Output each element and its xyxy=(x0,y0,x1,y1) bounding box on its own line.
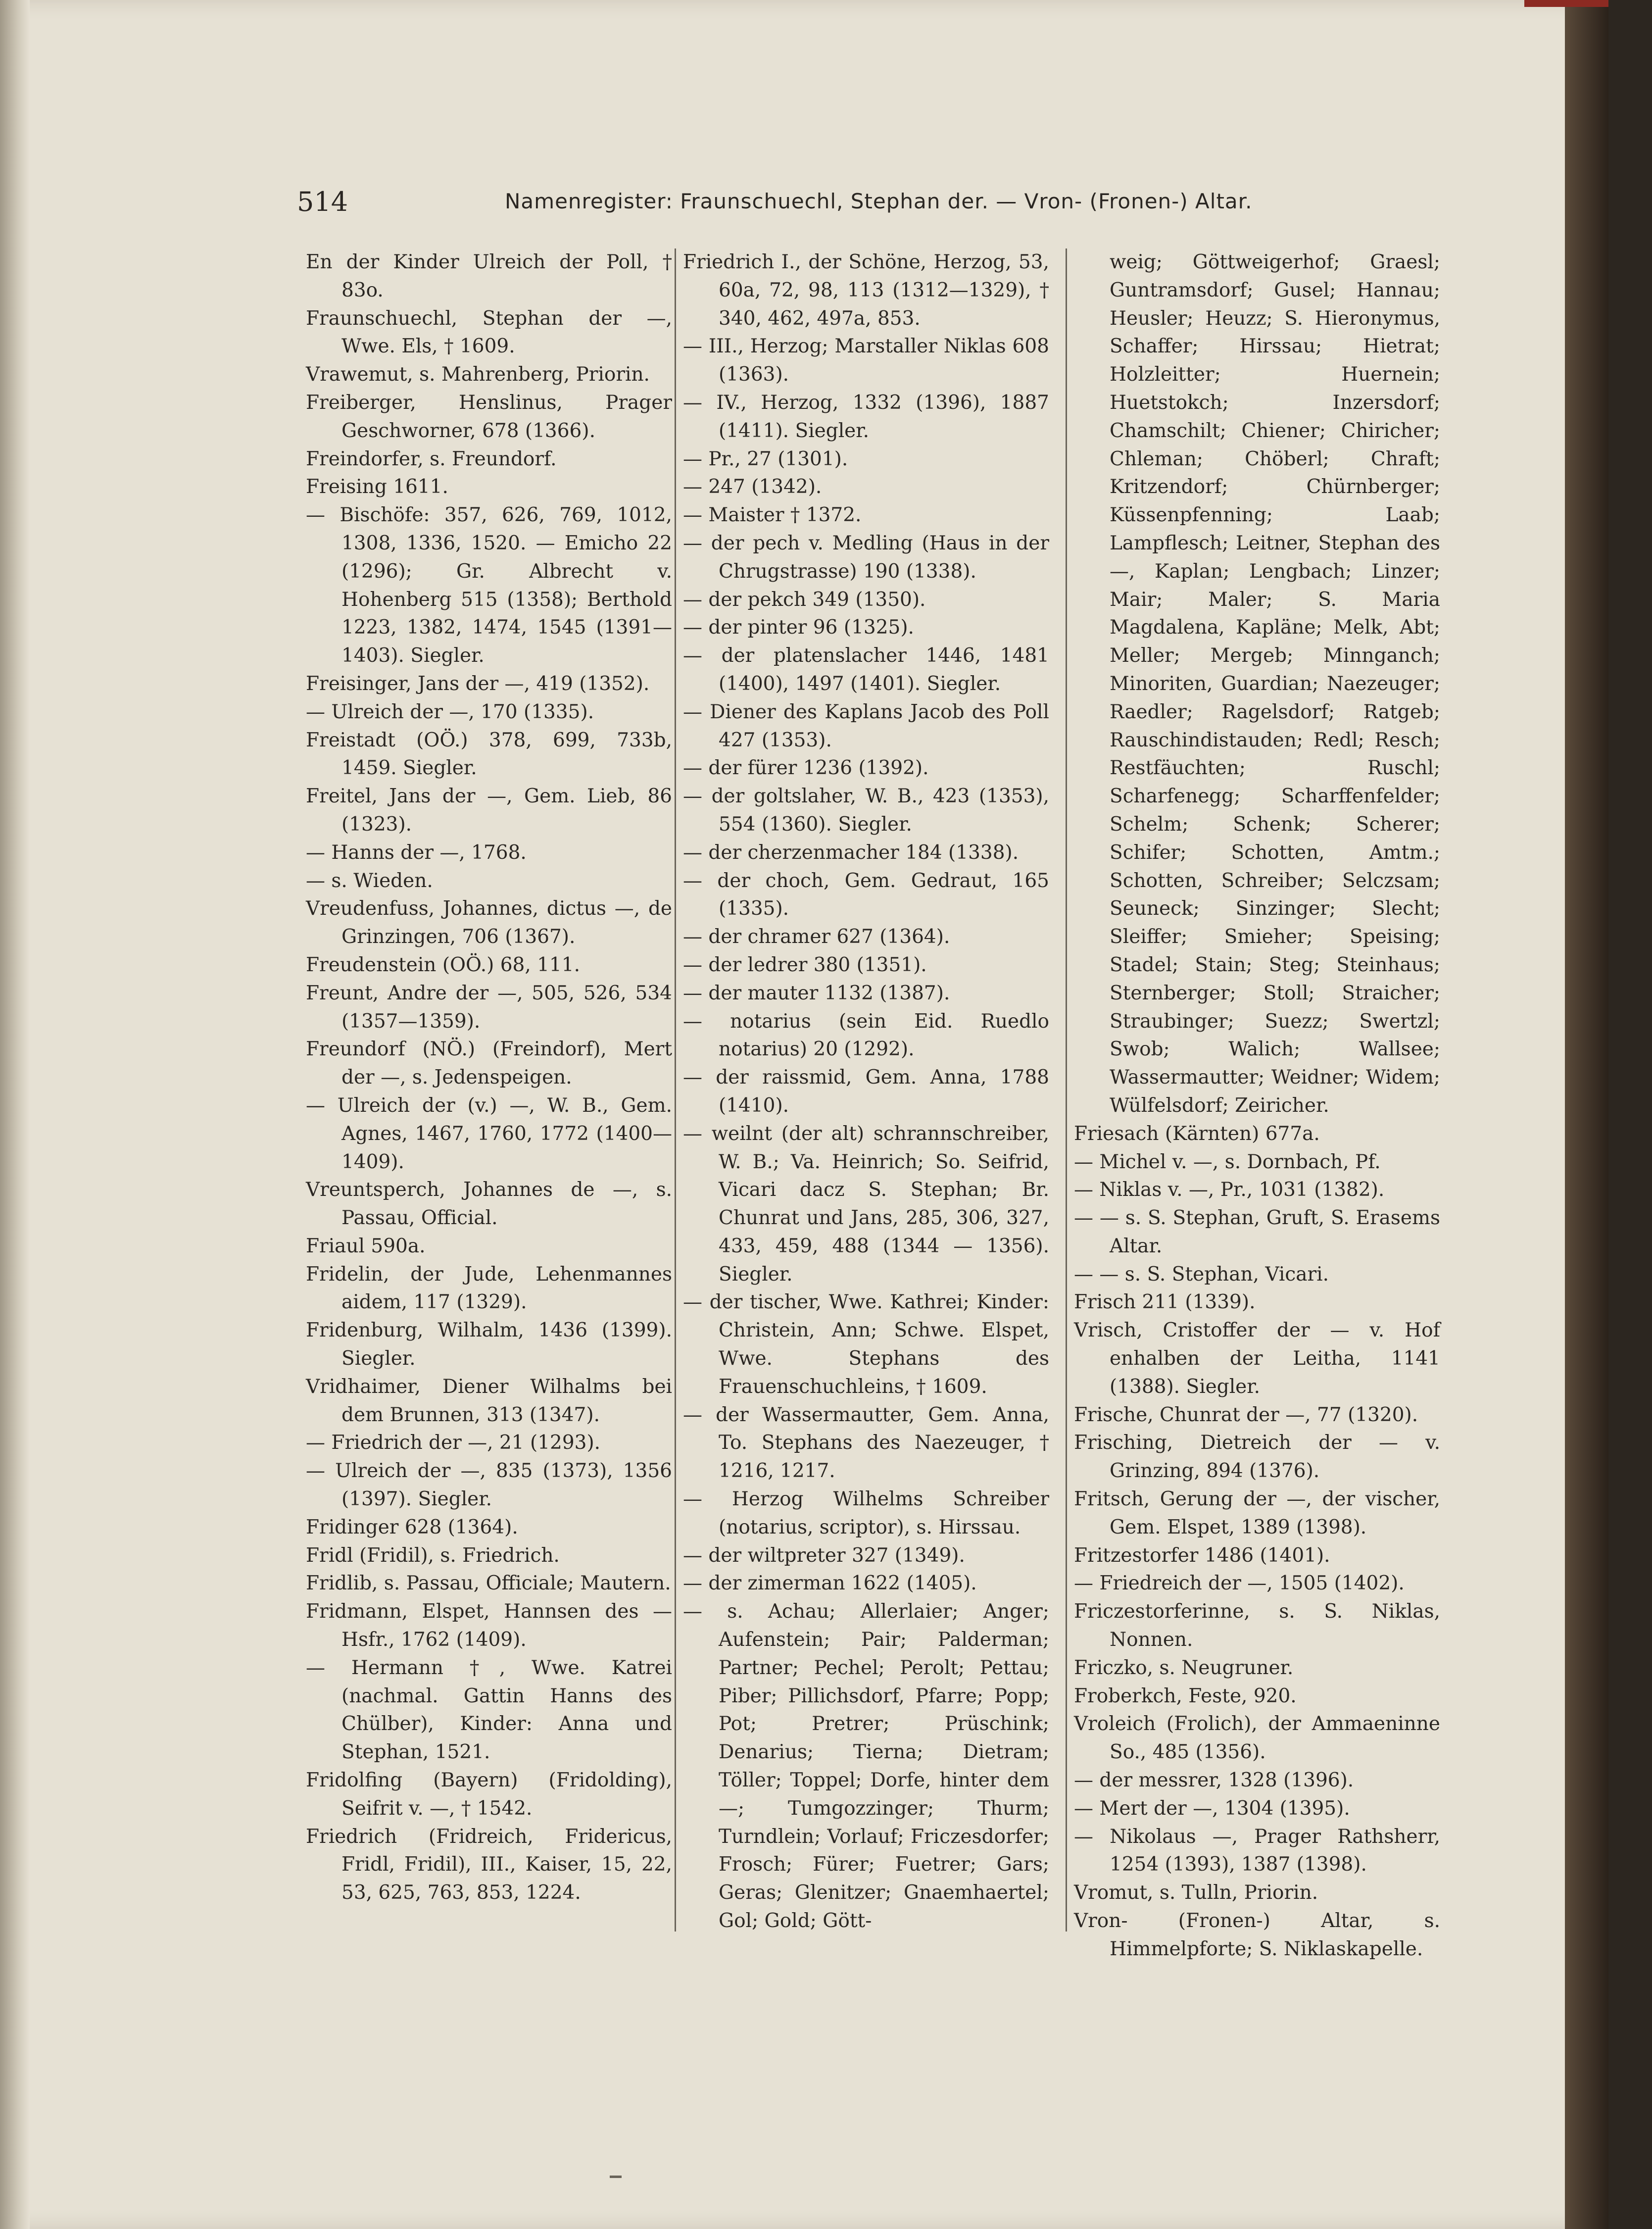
index-entry: — Mert der —, 1304 (1395). xyxy=(1074,1797,1350,1820)
index-entry: Vridhaimer, Diener Wilhalms bei dem Brunnen, 313 (1347). xyxy=(306,1375,672,1426)
index-entry: Freising 1611. xyxy=(306,476,448,498)
index-entry: Freitel, Jans der —, Gem. Lieb, 86 (1323). xyxy=(306,785,672,836)
index-entry: — Diener des Kaplans Jacob des Poll 427 (1353). xyxy=(683,700,1049,751)
index-entry: Vrisch, Cristoffer der — v. Hof enhalben der Leitha, 1141 (1388). Siegler. xyxy=(1074,1319,1440,1398)
index-entry: — der ledrer 380 (1351). xyxy=(683,953,927,976)
index-entry: Freunt, Andre der —, 505, 526, 534 (1357—1359). xyxy=(306,982,672,1033)
index-entry: — der mauter 1132 (1387). xyxy=(683,982,950,1004)
index-entry: Freistadt (OÖ.) 378, 699, 733b, 1459. Siegler. xyxy=(306,729,672,780)
index-entry: — der zimerman 1622 (1405). xyxy=(683,1572,977,1595)
index-entry: — s. Achau; Allerlaier; Anger; Aufenstein; Pair; Palderman; Partner; Pechel; Perolt; Pettau; Piber; Pillichsdorf, Pfarre; Popp; Pot; Pretrer; Prüschink; Denarius; Tierna; Dietram; Töller; Toppel; Dorfe, hinter dem —; Tumgozzinger; Thurm; Turndlein; Vorlauf; Friczesdorfer; Frosch; Fürer; Fuetrer; Gars; Geras; Glenitzer; Gnaemhaertel; Gol; Gold; Gött- xyxy=(683,1600,1049,1932)
column-rule xyxy=(1066,248,1067,1932)
index-entry: — der wiltpreter 327 (1349). xyxy=(683,1544,965,1567)
index-entry: — der platenslacher 1446, 1481 (1400), 1497 (1401). Siegler. xyxy=(683,644,1049,695)
index-entry: — Maister † 1372. xyxy=(683,504,862,527)
index-entry: — Ulreich der —, 170 (1335). xyxy=(306,700,594,723)
index-entry: Friedrich (Fridreich, Fridericus, Fridl, Fridil), III., Kaiser, 15, 22, 53, 625, 763, 853, 1224. xyxy=(306,1825,672,1904)
index-entry: Friesach (Kärnten) 677a. xyxy=(1074,1122,1320,1145)
index-entry: — der Wassermautter, Gem. Anna, To. Stephans des Naezeuger, † 1216, 1217. xyxy=(683,1403,1049,1483)
index-entry: — weilnt (der alt) schrannschreiber, W. B.; Va. Heinrich; So. Seifrid, Vicari dacz S. Stephan; Br. Chunrat und Jans, 285, 306, 327, 433, 459, 488 (1344 — 1356). Siegler. xyxy=(683,1122,1049,1286)
index-entry: Fridenburg, Wilhalm, 1436 (1399). Siegler. xyxy=(306,1319,672,1370)
index-entry: — III., Herzog; Marstaller Niklas 608 (1363). xyxy=(683,335,1049,386)
index-entry: Fridolfing (Bayern) (Fridolding), Seifrit v. —, † 1542. xyxy=(306,1769,672,1820)
book-edge xyxy=(1565,0,1608,2229)
index-entry: — Hermann †, Wwe. Katrei (nachmal. Gattin Hanns des Chülber), Kinder: Anna und Stephan, 1521. xyxy=(306,1656,672,1764)
index-entry: — der fürer 1236 (1392). xyxy=(683,757,929,780)
index-column-3 xyxy=(1074,248,1440,1964)
index-entry: Fraunschuechl, Stephan der —, Wwe. Els, † 1609. xyxy=(306,307,672,358)
index-entry: Vromut, s. Tulln, Priorin. xyxy=(1074,1882,1318,1904)
index-entry: Fritsch, Gerung der —, der vischer, Gem. Elspet, 1389 (1398). xyxy=(1074,1488,1440,1538)
index-entry: — Michel v. —, s. Dornbach, Pf. xyxy=(1074,1150,1381,1173)
index-entry: Vreudenfuss, Johannes, dictus —, de Grinzingen, 706 (1367). xyxy=(306,897,672,948)
index-entry: Friczko, s. Neugruner. xyxy=(1074,1656,1294,1679)
index-entry: Frisching, Dietreich der — v. Grinzing, 894 (1376). xyxy=(1074,1432,1440,1483)
index-entry: Fridlib, s. Passau, Officiale; Mautern. xyxy=(306,1572,671,1595)
index-entry: — 247 (1342). xyxy=(683,476,822,498)
index-entry: — Bischöfe: 357, 626, 769, 1012, 1308, 1336, 1520. — Emicho 22 (1296); Gr. Albrecht v. Hohenberg 515 (1358); Berthold 1223, 1382, 1474, 1545 (1391—1403). Siegler. xyxy=(306,504,672,667)
index-entry: — Friedreich der —, 1505 (1402). xyxy=(1074,1572,1405,1595)
index-entry: — der messrer, 1328 (1396). xyxy=(1074,1769,1354,1792)
index-entry: Friaul 590a. xyxy=(306,1235,426,1257)
red-edge-mark xyxy=(1524,0,1608,7)
bottom-mark xyxy=(610,2176,622,2178)
index-entry: Frische, Chunrat der —, 77 (1320). xyxy=(1074,1403,1418,1426)
index-entry: Fridl (Fridil), s. Friedrich. xyxy=(306,1544,560,1567)
page-header xyxy=(297,186,1302,221)
index-entry: — der goltslaher, W. B., 423 (1353), 554 (1360). Siegler. xyxy=(683,785,1049,836)
index-entry: En der Kinder Ulreich der Poll, † 83o. xyxy=(306,251,672,301)
column-rule xyxy=(675,248,676,1932)
index-entry: — der choch, Gem. Gedraut, 165 (1335). xyxy=(683,869,1049,920)
index-entry: Freundorf (NÖ.) (Freindorf), Mert der —, s. Jedenspeigen. xyxy=(306,1038,672,1089)
index-entry: — Ulreich der (v.) —, W. B., Gem. Agnes, 1467, 1760, 1772 (1400—1409). xyxy=(306,1094,672,1173)
index-column-2 xyxy=(683,248,1049,1935)
index-entry: — Pr., 27 (1301). xyxy=(683,447,848,470)
index-entry: — der pech v. Medling (Haus in der Chrugstrasse) 190 (1338). xyxy=(683,532,1049,583)
index-column-1 xyxy=(306,248,672,1907)
index-entry: — IV., Herzog, 1332 (1396), 1887 (1411). Siegler. xyxy=(683,391,1049,442)
index-entry: Freiberger, Henslinus, Prager Geschworner, 678 (1366). xyxy=(306,391,672,442)
index-entry: — Niklas v. —, Pr., 1031 (1382). xyxy=(1074,1179,1385,1201)
index-entry: Freudenstein (OÖ.) 68, 111. xyxy=(306,953,580,976)
index-entry: — s. Wieden. xyxy=(306,869,433,892)
index-entry: Friczestorferinne, s. S. Niklas, Nonnen. xyxy=(1074,1600,1440,1651)
index-entry: Vron- (Fronen-) Altar, s. Himmelpforte; S. Niklaskapelle. xyxy=(1074,1910,1440,1960)
index-entry: — Herzog Wilhelms Schreiber (notarius, scriptor), s. Hirssau. xyxy=(683,1488,1049,1538)
page-number: 514 xyxy=(297,186,348,217)
index-entry: Frisch 211 (1339). xyxy=(1074,1291,1256,1314)
index-entry: — Ulreich der —, 835 (1373), 1356 (1397). Siegler. xyxy=(306,1460,672,1511)
index-entry: — der chramer 627 (1364). xyxy=(683,926,950,948)
index-entry: Fridinger 628 (1364). xyxy=(306,1516,518,1538)
index-entry: Vreuntsperch, Johannes de —, s. Passau, Official. xyxy=(306,1179,672,1230)
index-entry: Freindorfer, s. Freundorf. xyxy=(306,447,557,470)
index-entry: — der raissmid, Gem. Anna, 1788 (1410). xyxy=(683,1066,1049,1117)
index-entry: — Friedrich der —, 21 (1293). xyxy=(306,1432,601,1454)
page-binding xyxy=(0,0,30,2229)
index-entry: — — s. S. Stephan, Vicari. xyxy=(1074,1263,1329,1286)
index-entry: — Nikolaus —, Prager Rathsherr, 1254 (1393), 1387 (1398). xyxy=(1074,1825,1440,1876)
index-entry: Friedrich I., der Schöne, Herzog, 53, 60a, 72, 98, 113 (1312—1329), † 340, 462, 497a, 853. xyxy=(683,251,1049,330)
index-entry: — notarius (sein Eid. Ruedlo notarius) 20 (1292). xyxy=(683,1010,1049,1061)
index-entry: — — s. S. Stephan, Gruft, S. Erasems Altar. xyxy=(1074,1207,1440,1257)
index-entry: Freisinger, Jans der —, 419 (1352). xyxy=(306,672,650,695)
index-entry: Fridelin, der Jude, Lehenmannes aidem, 117 (1329). xyxy=(306,1263,672,1314)
index-entry: — der pinter 96 (1325). xyxy=(683,616,914,639)
index-entry: Froberkch, Feste, 920. xyxy=(1074,1684,1297,1707)
index-entry: — der tischer, Wwe. Kathrei; Kinder: Christein, Ann; Schwe. Elspet, Wwe. Stephans des Frauenschuchleins, † 1609. xyxy=(683,1291,1049,1398)
index-entry: Fritzestorfer 1486 (1401). xyxy=(1074,1544,1330,1567)
index-entry: Vrawemut, s. Mahrenberg, Priorin. xyxy=(306,363,650,386)
index-entry: — der cherzenmacher 184 (1338). xyxy=(683,841,1019,864)
index-entry: Fridmann, Elspet, Hannsen des — Hsfr., 1762 (1409). xyxy=(306,1600,672,1651)
index-entry: — der pekch 349 (1350). xyxy=(683,588,926,611)
index-entry: weig; Göttweigerhof; Graesl; Guntramsdorf; Gusel; Hannau; Heusler; Heuzz; S. Hieronymus, Schaffer; Hirssau; Hietrat; Holzleitter; Huernein; Huetstokch; Inzersdorf; Chamschilt; Chiener; Chiricher; Chleman; Chöberl; Chraft; Kritzendorf; Chürnberger; Küssenpfenning; Laab; Lampflesch; Leitner, Stephan des —, Kaplan; Lengbach; Linzer; Mair; Maler; S. Maria Magdalena, Kapläne; Melk, Abt; Meller; Mergeb; Minnganch; Minoriten, Guardian; Naezeuger; Raedler; Ragelsdorf; Ratgeb; Rauschindistauden; Redl; Resch; Restfäuchten; Ruschl; Scharfenegg; Scharffenfelder; Schelm; Schenk; Scherer; Schifer; Schotten, Amtm.; Schotten, Schreiber; Selczsam; Seuneck; Sinzinger; Slecht; Sleiffer; Smieher; Speising; Stadel; Stain; Steg; Steinhaus; Sternberger; Stoll; Straicher; Straubinger; Suezz; Swertzl; Swob; Walich; Wallsee; Wassermautter; Weidner; Widem; Wülfelsdorf; Zeiricher. xyxy=(1110,251,1440,1117)
index-entry: — Hanns der —, 1768. xyxy=(306,841,527,864)
index-entry: Vroleich (Frolich), der Ammaeninne So., 485 (1356). xyxy=(1074,1713,1440,1764)
running-head: Namenregister: Fraunschuechl, Stephan der. — Vron- (Fronen-) Altar. xyxy=(505,189,1253,213)
